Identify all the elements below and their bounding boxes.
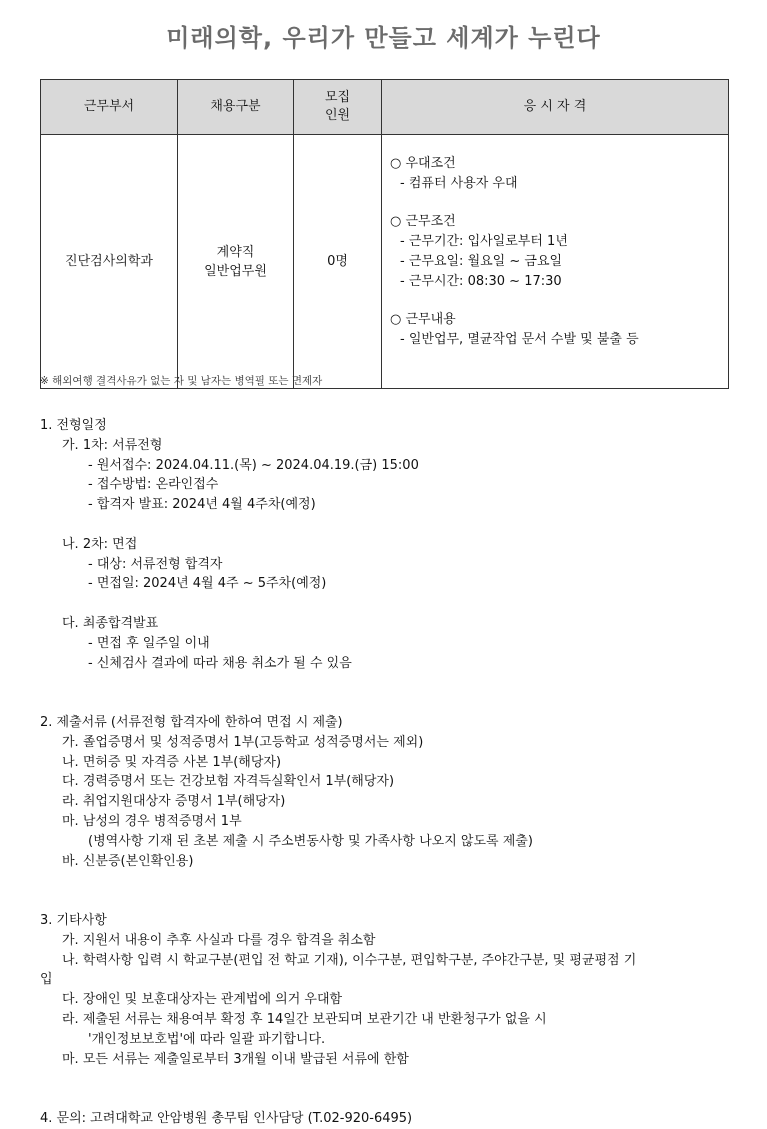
section-title: 2. 제출서류 (서류전형 합격자에 한하여 면접 시 제출) <box>40 714 343 730</box>
list-item: 다. 경력증명서 또는 건강보험 자격득실확인서 1부(해당자) <box>62 774 395 790</box>
sub-heading: 나. 2차: 면접 <box>62 536 138 552</box>
qual-group-preference <box>390 154 720 194</box>
list-item: 나. 면허증 및 자격증 사본 1부(해당자) <box>62 754 282 770</box>
list-item: - 원서접수: 2024.04.11.(목) ~ 2024.04.19.(금) 15:00 <box>88 457 419 473</box>
table-header-row <box>41 80 729 135</box>
sub-heading: 다. 최종합격발표 <box>62 615 159 631</box>
qual-heading: ○ 근무내용 <box>390 312 456 327</box>
employment-type-line: 계약직 <box>216 244 255 260</box>
cell-department: 진단검사의학과 <box>41 135 178 389</box>
eligibility-note: ※ 해외여행 결격사유가 없는 자 및 남자는 병역필 또는 면제자 <box>40 375 323 387</box>
list-item: - 면접일: 2024년 4월 4주 ~ 5주차(예정) <box>88 576 327 592</box>
spacer <box>40 1069 730 1109</box>
list-item: 마. 남성의 경우 병적증명서 1부 <box>62 813 242 829</box>
list-item: 라. 제출된 서류는 채용여부 확정 후 14일간 보관되며 보관기간 내 반환청구가 없을 시 <box>62 1011 547 1027</box>
qual-group-conditions <box>390 212 720 292</box>
list-item: 나. 학력사항 입력 시 학교구분(편입 전 학교 기재), 이수구분, 편입학구분, 주야간구분, 및 평균평점 기 <box>62 952 637 968</box>
spacer <box>40 515 730 535</box>
list-item: 가. 졸업증명서 및 성적증명서 1부(고등학교 성적증명서는 제외) <box>62 734 424 750</box>
qual-line: - 근무시간: 08:30 ~ 17:30 <box>400 274 562 289</box>
qual-line: - 일반업무, 멸균작업 문서 수발 및 불출 등 <box>400 332 639 347</box>
contact-info: 4. 문의: 고려대학교 안암병원 총무팀 인사담당 (T.02-920-6495) <box>40 1110 413 1126</box>
header-department: 근무부서 <box>41 80 178 135</box>
spacer <box>40 673 730 713</box>
list-item-continuation: (병역사항 기재 된 초본 제출 시 주소변동사항 및 가족사항 나오지 않도록 제출) <box>88 833 533 849</box>
cell-employment-type <box>178 135 294 389</box>
recruitment-table <box>40 79 729 389</box>
header-headcount: 모집 인원 <box>294 80 382 135</box>
qual-heading: ○ 근무조건 <box>390 214 456 229</box>
spacer <box>40 871 730 911</box>
section-title: 3. 기타사항 <box>40 912 107 928</box>
header-employment-type: 채용구분 <box>178 80 294 135</box>
qual-heading: ○ 우대조건 <box>390 156 456 171</box>
list-item: 마. 모든 서류는 제출일로부터 3개월 이내 발급된 서류에 한함 <box>62 1051 409 1067</box>
cell-qualifications <box>382 135 729 389</box>
list-item: 가. 지원서 내용이 추후 사실과 다를 경우 합격을 취소함 <box>62 932 376 948</box>
list-item: 바. 신분증(본인확인용) <box>62 853 194 869</box>
employment-type-line: 일반업무원 <box>204 263 267 279</box>
list-item: 라. 취업지원대상자 증명서 1부(해당자) <box>62 794 286 810</box>
qual-line: - 근무기간: 입사일로부터 1년 <box>400 234 568 249</box>
list-item: - 합격자 발표: 2024년 4월 4주차(예정) <box>88 497 316 513</box>
qual-line: - 컴퓨터 사용자 우대 <box>400 176 518 191</box>
table-row <box>41 135 729 389</box>
recruitment-details <box>40 416 730 1129</box>
list-item: 다. 장애인 및 보훈대상자는 관계법에 의거 우대함 <box>62 992 343 1008</box>
list-item: - 대상: 서류전형 합격자 <box>88 556 223 572</box>
cell-headcount: 0명 <box>294 135 382 389</box>
qual-line: - 근무요일: 월요일 ~ 금요일 <box>400 254 563 269</box>
list-item: - 면접 후 일주일 이내 <box>88 635 210 651</box>
qual-group-duties <box>390 310 720 350</box>
header-qualifications: 응 시 자 격 <box>382 80 729 135</box>
page-title: 미래의학, 우리가 만들고 세계가 누린다 <box>166 24 601 52</box>
list-item: - 신체검사 결과에 따라 채용 취소가 될 수 있음 <box>88 655 352 671</box>
list-item-continuation: '개인정보보호법'에 따라 일괄 파기합니다. <box>88 1031 326 1047</box>
section-title: 1. 전형일정 <box>40 418 107 433</box>
spacer <box>40 594 730 614</box>
list-item: - 접수방법: 온라인접수 <box>88 477 219 493</box>
sub-heading: 가. 1차: 서류전형 <box>62 437 163 453</box>
list-item-continuation: 입 <box>40 972 53 988</box>
